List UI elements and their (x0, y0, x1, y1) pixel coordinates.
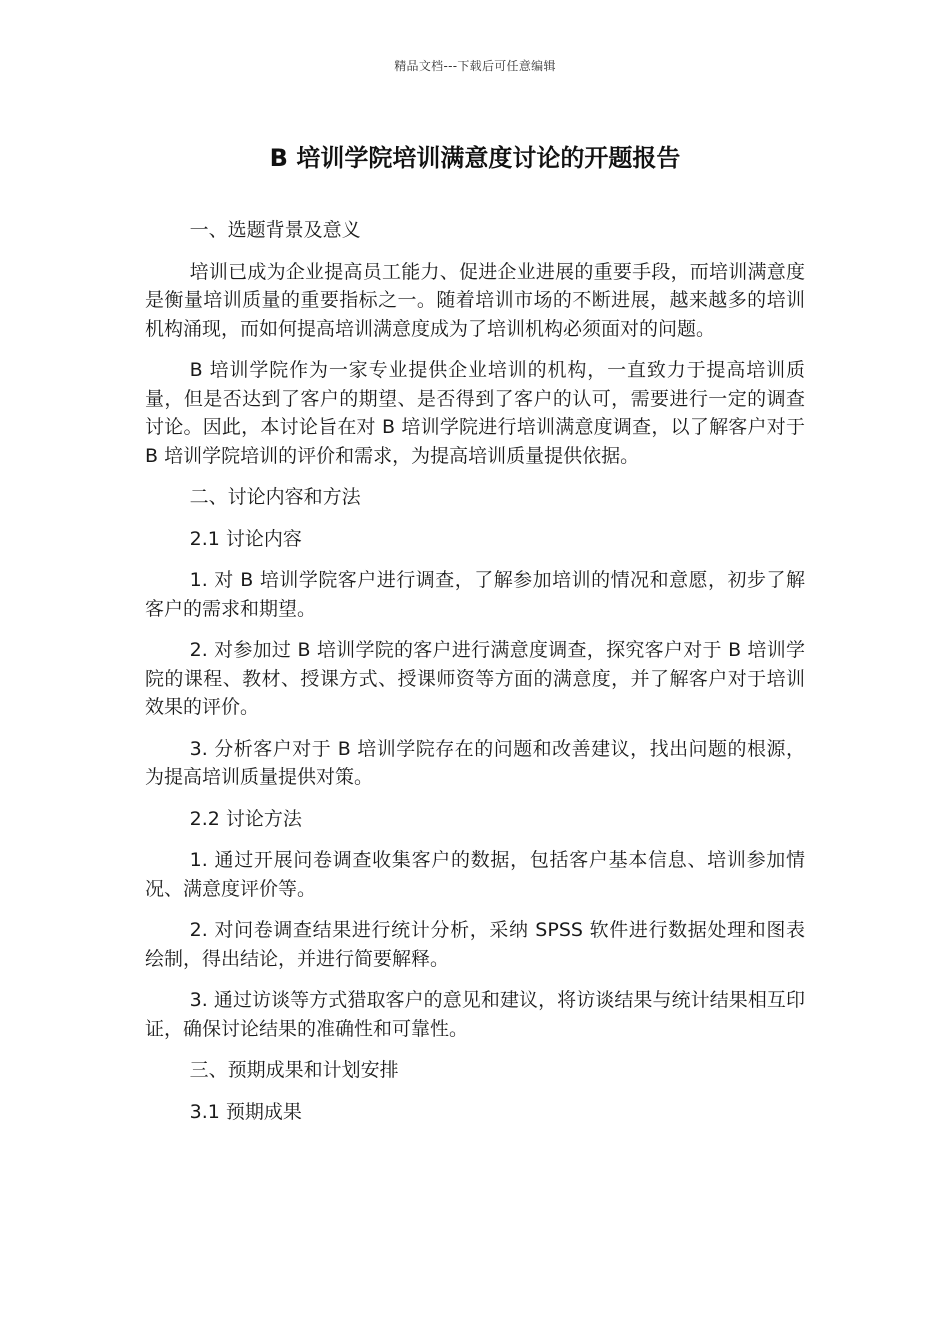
method-item-2: 2. 对问卷调查结果进行统计分析，采纳 SPSS 软件进行数据处理和图表绘制，得出结论，并进行简要解释。 (145, 919, 805, 970)
content-item-2: 2. 对参加过 B 培训学院的客户进行满意度调查，探究客户对于 B 培训学院的课程、教材、授课方式、授课师资等方面的满意度，并了解客户对于培训效果的评价。 (145, 639, 805, 718)
paragraph-significance: B 培训学院作为一家专业提供企业培训的机构，一直致力于提高培训质量，但是否达到了客户的期望、是否得到了客户的认可，需要进行一定的调查讨论。因此，本讨论旨在对 B 培训学院进行培训满意度调查，以了解客户对于 B 培训学院培训的评价和需求，为提高培训质量提供依据。 (145, 359, 805, 467)
subsection-heading-2-1: 2.1 讨论内容 (189, 527, 302, 550)
section-heading-2: 二、讨论内容和方法 (189, 486, 361, 508)
document-body (145, 216, 805, 1139)
header-note: 精品文档---下载后可任意编辑 (394, 59, 556, 73)
content-item-1: 1. 对 B 培训学院客户进行调查，了解参加培训的情况和意愿，初步了解客户的需求和期望。 (145, 569, 805, 620)
section-heading-1: 一、选题背景及意义 (189, 219, 361, 241)
method-item-3: 3. 通过访谈等方式猎取客户的意见和建议，将访谈结果与统计结果相互印证，确保讨论结果的准确性和可靠性。 (145, 989, 805, 1040)
paragraph-background: 培训已成为企业提高员工能力、促进企业进展的重要手段，而培训满意度是衡量培训质量的重要指标之一。随着培训市场的不断进展，越来越多的培训机构涌现，而如何提高培训满意度成为了培训机构必须面对的问题。 (145, 260, 805, 340)
subsection-heading-2-2: 2.2 讨论方法 (189, 807, 302, 830)
subsection-heading-3-1: 3.1 预期成果 (189, 1100, 302, 1123)
section-heading-3: 三、预期成果和计划安排 (189, 1059, 399, 1081)
content-item-3: 3. 分析客户对于 B 培训学院存在的问题和改善建议，找出问题的根源，为提高培训质量提供对策。 (145, 737, 805, 788)
method-item-1: 1. 通过开展问卷调查收集客户的数据，包括客户基本信息、培训参加情况、满意度评价等。 (145, 849, 805, 900)
document-title: B 培训学院培训满意度讨论的开题报告 (269, 144, 681, 172)
